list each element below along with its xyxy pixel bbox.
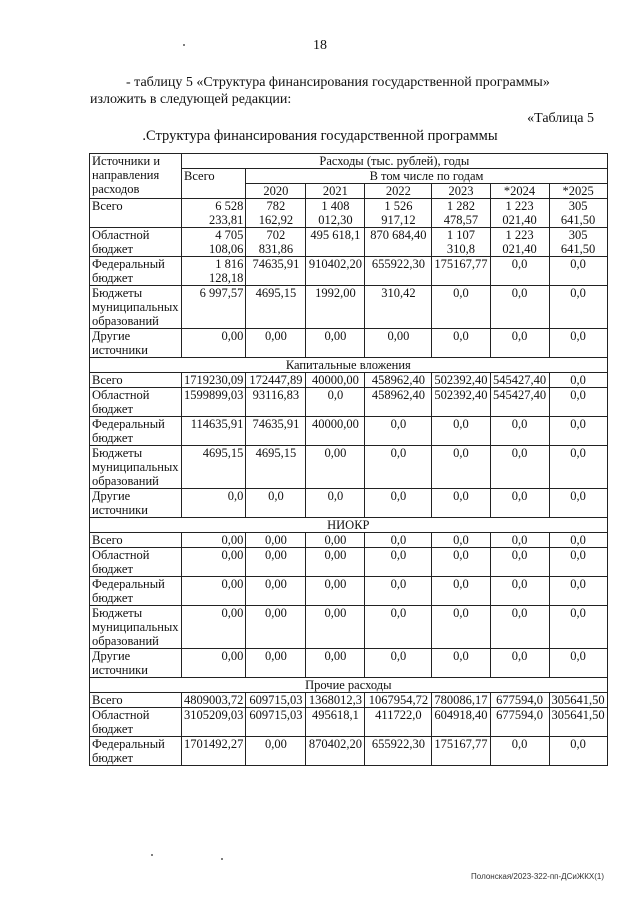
row-value: 0,00 bbox=[306, 548, 365, 577]
row-value: 74635,91 bbox=[246, 417, 306, 446]
table-row bbox=[90, 388, 608, 417]
row-value: 0,0 bbox=[365, 606, 432, 649]
row-value: 1067954,72 bbox=[365, 693, 432, 708]
row-value: 0,0 bbox=[490, 257, 549, 286]
row-value: 0,00 bbox=[246, 548, 306, 577]
table-row bbox=[90, 606, 608, 649]
row-value: 495618,1 bbox=[306, 708, 365, 737]
row-value: 1 816 128,18 bbox=[182, 257, 246, 286]
row-source-name: Бюджеты муниципальных образований bbox=[90, 286, 182, 329]
row-value: 114635,91 bbox=[182, 417, 246, 446]
table-row bbox=[90, 693, 608, 708]
row-value: 1368012,3 bbox=[306, 693, 365, 708]
row-value: 0,0 bbox=[490, 329, 549, 358]
row-value: 0,0 bbox=[432, 533, 490, 548]
header-year-0: 2020 bbox=[246, 184, 306, 199]
row-value: 0,0 bbox=[306, 388, 365, 417]
table-row bbox=[90, 708, 608, 737]
header-year-5: *2025 bbox=[549, 184, 607, 199]
row-value: 0,00 bbox=[246, 649, 306, 678]
section-title-row bbox=[90, 358, 608, 373]
row-value: 1 282 478,57 bbox=[432, 199, 490, 228]
table-row bbox=[90, 548, 608, 577]
row-value: 0,0 bbox=[490, 577, 549, 606]
row-value: 1992,00 bbox=[306, 286, 365, 329]
row-value: 0,0 bbox=[432, 446, 490, 489]
row-source-name: Другие источники bbox=[90, 489, 182, 518]
table-row bbox=[90, 577, 608, 606]
row-source-name: Другие источники bbox=[90, 329, 182, 358]
row-value: 0,0 bbox=[432, 286, 490, 329]
row-value: 4809003,72 bbox=[182, 693, 246, 708]
row-value: 0,0 bbox=[306, 489, 365, 518]
header-row-1 bbox=[90, 154, 608, 169]
row-value: 0,00 bbox=[182, 577, 246, 606]
table-row bbox=[90, 199, 608, 228]
section-title: Капитальные вложения bbox=[90, 358, 608, 373]
row-value: 609715,03 bbox=[246, 693, 306, 708]
row-value: 545427,40 bbox=[490, 388, 549, 417]
row-value: 910402,20 bbox=[306, 257, 365, 286]
header-year-1: 2021 bbox=[306, 184, 365, 199]
row-value: 4 705 108,06 bbox=[182, 228, 246, 257]
row-value: 0,0 bbox=[490, 548, 549, 577]
row-value: 0,00 bbox=[306, 329, 365, 358]
row-value: 702 831,86 bbox=[246, 228, 306, 257]
table-row bbox=[90, 737, 608, 766]
financing-table bbox=[89, 153, 608, 766]
table-row bbox=[90, 649, 608, 678]
row-value: 677594,0 bbox=[490, 693, 549, 708]
row-value: 545427,40 bbox=[490, 373, 549, 388]
row-value: 502392,40 bbox=[432, 373, 490, 388]
row-value: 0,00 bbox=[365, 329, 432, 358]
row-value: 0,0 bbox=[549, 329, 607, 358]
row-value: 0,0 bbox=[365, 577, 432, 606]
row-value: 3105209,03 bbox=[182, 708, 246, 737]
row-value: 1 526 917,12 bbox=[365, 199, 432, 228]
row-value: 0,00 bbox=[246, 329, 306, 358]
row-source-name: Областной бюджет bbox=[90, 228, 182, 257]
row-value: 0,00 bbox=[182, 533, 246, 548]
row-value: 0,0 bbox=[432, 489, 490, 518]
row-value: 0,0 bbox=[490, 489, 549, 518]
scan-speck bbox=[151, 854, 153, 856]
row-value: 0,0 bbox=[549, 489, 607, 518]
table-row bbox=[90, 286, 608, 329]
row-source-name: Федеральный бюджет bbox=[90, 737, 182, 766]
row-source-name: Федеральный бюджет bbox=[90, 577, 182, 606]
row-value: 305641,50 bbox=[549, 708, 607, 737]
section-title-row bbox=[90, 678, 608, 693]
row-value: 0,0 bbox=[365, 533, 432, 548]
row-source-name: Бюджеты муниципальных образований bbox=[90, 446, 182, 489]
row-value: 0,0 bbox=[432, 329, 490, 358]
row-value: 0,00 bbox=[246, 577, 306, 606]
row-value: 1 408 012,30 bbox=[306, 199, 365, 228]
row-value: 305 641,50 bbox=[549, 199, 607, 228]
row-source-name: Всего bbox=[90, 199, 182, 228]
row-value: 0,0 bbox=[432, 417, 490, 446]
table-row bbox=[90, 446, 608, 489]
row-value: 1 107 310,8 bbox=[432, 228, 490, 257]
row-value: 0,0 bbox=[549, 257, 607, 286]
row-value: 0,0 bbox=[549, 737, 607, 766]
row-value: 0,00 bbox=[182, 548, 246, 577]
scan-speck bbox=[221, 858, 223, 860]
row-value: 0,0 bbox=[549, 606, 607, 649]
row-value: 780086,17 bbox=[432, 693, 490, 708]
row-source-name: Областной бюджет bbox=[90, 388, 182, 417]
row-value: 4695,15 bbox=[182, 446, 246, 489]
row-value: 172447,89 bbox=[246, 373, 306, 388]
row-value: 40000,00 bbox=[306, 373, 365, 388]
row-value: 782 162,92 bbox=[246, 199, 306, 228]
table-row bbox=[90, 257, 608, 286]
row-value: 0,0 bbox=[365, 417, 432, 446]
section-title: НИОКР bbox=[90, 518, 608, 533]
row-value: 0,00 bbox=[306, 446, 365, 489]
row-value: 305641,50 bbox=[549, 693, 607, 708]
row-value: 0,0 bbox=[490, 533, 549, 548]
table-row bbox=[90, 417, 608, 446]
row-value: 1599899,03 bbox=[182, 388, 246, 417]
row-value: 0,00 bbox=[182, 649, 246, 678]
intro-line-1: - таблицу 5 «Структура финансирования государственной программы» bbox=[126, 75, 550, 90]
row-value: 604918,40 bbox=[432, 708, 490, 737]
row-value: 0,0 bbox=[549, 577, 607, 606]
row-value: 1701492,27 bbox=[182, 737, 246, 766]
row-value: 0,00 bbox=[182, 329, 246, 358]
table-title: .Структура финансирования государственной программы bbox=[142, 128, 498, 144]
header-by-year: В том числе по годам bbox=[246, 169, 607, 184]
row-value: 4695,15 bbox=[246, 286, 306, 329]
row-value: 0,00 bbox=[306, 606, 365, 649]
row-value: 4695,15 bbox=[246, 446, 306, 489]
row-value: 0,0 bbox=[549, 548, 607, 577]
row-value: 0,0 bbox=[365, 548, 432, 577]
row-source-name: Областной бюджет bbox=[90, 708, 182, 737]
row-value: 0,00 bbox=[246, 606, 306, 649]
row-value: 0,00 bbox=[306, 649, 365, 678]
intro-line-2: изложить в следующей редакции: bbox=[90, 92, 292, 107]
scan-speck bbox=[183, 44, 185, 46]
section-title-row bbox=[90, 518, 608, 533]
row-value: 0,0 bbox=[246, 489, 306, 518]
row-value: 0,0 bbox=[549, 533, 607, 548]
row-value: 175167,77 bbox=[432, 737, 490, 766]
table-row bbox=[90, 533, 608, 548]
row-value: 870 684,40 bbox=[365, 228, 432, 257]
row-value: 40000,00 bbox=[306, 417, 365, 446]
row-value: 0,00 bbox=[246, 533, 306, 548]
row-value: 0,0 bbox=[432, 649, 490, 678]
row-value: 0,0 bbox=[432, 606, 490, 649]
row-value: 655922,30 bbox=[365, 737, 432, 766]
row-value: 0,00 bbox=[182, 606, 246, 649]
row-value: 0,0 bbox=[490, 417, 549, 446]
row-value: 0,0 bbox=[549, 417, 607, 446]
intro-paragraph bbox=[90, 74, 610, 108]
row-value: 0,0 bbox=[549, 373, 607, 388]
row-value: 0,0 bbox=[549, 446, 607, 489]
row-value: 655922,30 bbox=[365, 257, 432, 286]
row-value: 458962,40 bbox=[365, 388, 432, 417]
row-source-name: Всего bbox=[90, 693, 182, 708]
row-value: 0,0 bbox=[549, 388, 607, 417]
row-value: 6 528 233,81 bbox=[182, 199, 246, 228]
row-value: 0,00 bbox=[306, 533, 365, 548]
row-value: 0,0 bbox=[549, 649, 607, 678]
row-value: 6 997,57 bbox=[182, 286, 246, 329]
row-value: 0,0 bbox=[490, 737, 549, 766]
row-source-name: Бюджеты муниципальных образований bbox=[90, 606, 182, 649]
table-row bbox=[90, 228, 608, 257]
header-total: Всего bbox=[182, 169, 246, 199]
row-value: 1 223 021,40 bbox=[490, 228, 549, 257]
section-title: Прочие расходы bbox=[90, 678, 608, 693]
row-value: 0,0 bbox=[549, 286, 607, 329]
row-value: 677594,0 bbox=[490, 708, 549, 737]
row-value: 0,00 bbox=[246, 737, 306, 766]
header-year-2: 2022 bbox=[365, 184, 432, 199]
row-source-name: Другие источники bbox=[90, 649, 182, 678]
header-year-4: *2024 bbox=[490, 184, 549, 199]
table-row bbox=[90, 329, 608, 358]
row-value: 305 641,50 bbox=[549, 228, 607, 257]
row-source-name: Всего bbox=[90, 533, 182, 548]
row-source-name: Областной бюджет bbox=[90, 548, 182, 577]
row-value: 870402,20 bbox=[306, 737, 365, 766]
row-value: 1719230,09 bbox=[182, 373, 246, 388]
document-footer: Полонская/2023-322-пп-ДСиЖКХ(1) bbox=[471, 872, 604, 881]
row-value: 0,0 bbox=[490, 606, 549, 649]
row-value: 0,0 bbox=[490, 286, 549, 329]
row-value: 0,0 bbox=[432, 577, 490, 606]
table-row bbox=[90, 489, 608, 518]
row-value: 0,0 bbox=[365, 446, 432, 489]
row-value: 74635,91 bbox=[246, 257, 306, 286]
row-value: 93116,83 bbox=[246, 388, 306, 417]
row-value: 495 618,1 bbox=[306, 228, 365, 257]
row-value: 0,0 bbox=[490, 649, 549, 678]
row-value: 458962,40 bbox=[365, 373, 432, 388]
row-source-name: Федеральный бюджет bbox=[90, 417, 182, 446]
row-value: 0,0 bbox=[182, 489, 246, 518]
header-source-col: Источники и направления расходов bbox=[90, 154, 182, 199]
table-row bbox=[90, 373, 608, 388]
row-value: 1 223 021,40 bbox=[490, 199, 549, 228]
row-source-name: Всего bbox=[90, 373, 182, 388]
row-value: 609715,03 bbox=[246, 708, 306, 737]
row-value: 310,42 bbox=[365, 286, 432, 329]
page-number: 18 bbox=[313, 38, 327, 53]
row-source-name: Федеральный бюджет bbox=[90, 257, 182, 286]
table-label: «Таблица 5 bbox=[527, 111, 594, 126]
row-value: 0,0 bbox=[365, 489, 432, 518]
row-value: 0,0 bbox=[365, 649, 432, 678]
row-value: 175167,77 bbox=[432, 257, 490, 286]
row-value: 0,0 bbox=[490, 446, 549, 489]
header-year-3: 2023 bbox=[432, 184, 490, 199]
header-expenses: Расходы (тыс. рублей), годы bbox=[182, 154, 608, 169]
row-value: 0,0 bbox=[432, 548, 490, 577]
row-value: 411722,0 bbox=[365, 708, 432, 737]
row-value: 0,00 bbox=[306, 577, 365, 606]
row-value: 502392,40 bbox=[432, 388, 490, 417]
